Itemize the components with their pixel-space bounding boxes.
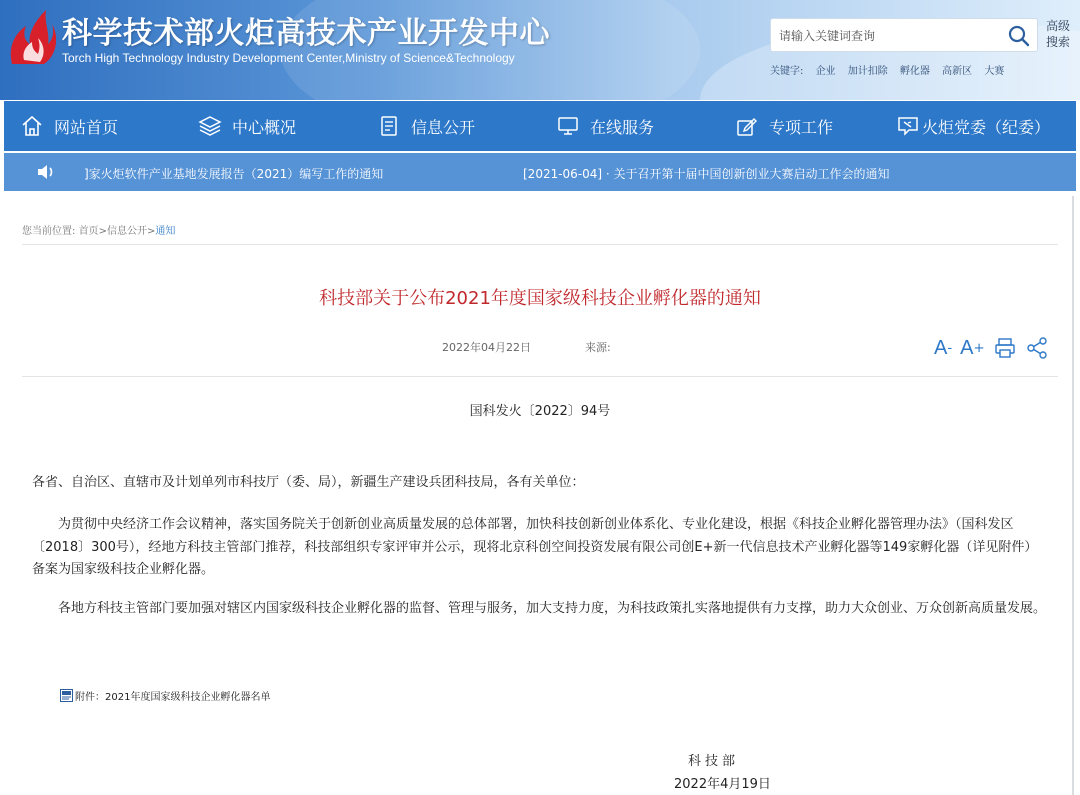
divider bbox=[22, 376, 1058, 377]
breadcrumb-info-disclosure[interactable]: 信息公开 bbox=[106, 226, 147, 237]
body-paragraph: 为贯彻中央经济工作会议精神，落实国务院关于创新创业高质量发展的总体部署，加快科技创新创业体系化、专业化建设，根据《科技企业孵化器管理办法》（国科发区〔2018〕300号），经地方科技主管部门推荐，科技部组织专家评审并公示，现将北京科创空间投资发展有限公司创E+新一代信息技术产业孵化器等149家孵化器（详见附件）备案为国家级科技企业孵化器。 bbox=[32, 517, 1038, 577]
breadcrumb-home[interactable]: 首页 bbox=[78, 226, 99, 237]
search-input[interactable] bbox=[779, 25, 999, 47]
nav-item-overview[interactable] bbox=[198, 101, 296, 151]
font-larger-button[interactable]: A + bbox=[960, 336, 985, 359]
breadcrumb-current[interactable]: 通知 bbox=[155, 226, 176, 237]
article-title: 科技部关于公布2021年度国家级科技企业孵化器的通知 bbox=[319, 288, 761, 309]
divider bbox=[22, 244, 1058, 245]
site-header bbox=[0, 0, 1080, 100]
document-number: 国科发火〔2022〕94号 bbox=[469, 404, 611, 419]
search-box bbox=[770, 18, 1038, 52]
breadcrumb-separator: > bbox=[98, 226, 107, 237]
word-document-icon bbox=[60, 689, 73, 702]
salutation: 各省、自治区、直辖市及计划单列市科技厅（委、局），新疆生产建设兵团科技局，各有关单位： bbox=[32, 475, 585, 490]
party-badge-icon bbox=[896, 114, 920, 138]
nav-item-label: 中心概况 bbox=[232, 117, 297, 137]
speaker-icon bbox=[36, 163, 58, 181]
main-nav bbox=[4, 101, 1076, 151]
keyword-link[interactable]: 企业 bbox=[815, 66, 836, 77]
site-title: 科学技术部火炬高技术产业开发中心 bbox=[62, 16, 550, 51]
nav-item-info-disclosure[interactable] bbox=[377, 101, 475, 151]
source-label: 来源: bbox=[585, 341, 611, 354]
font-smaller-button[interactable]: A - bbox=[934, 336, 953, 359]
article-tools bbox=[934, 334, 1057, 362]
keyword-link[interactable]: 大赛 bbox=[984, 66, 1005, 77]
breadcrumb-separator: > bbox=[146, 226, 156, 237]
site-subtitle: Torch High Technology Industry Development Center,Ministry of Science&Technology bbox=[62, 51, 515, 65]
nav-item-label: 信息公开 bbox=[411, 117, 476, 137]
keywords-bar bbox=[770, 62, 1013, 77]
nav-item-home[interactable] bbox=[20, 101, 118, 151]
edit-icon bbox=[735, 114, 759, 138]
breadcrumb-label: 您当前位置: bbox=[22, 226, 76, 237]
body-paragraph: 各地方科技主管部门要加强对辖区内国家级科技企业孵化器的监督、管理与服务，加大支持力度，为科技政策扎实落地提供有力支撑，助力大众创业、万众创新高质量发展。 bbox=[58, 601, 1047, 616]
torch-logo-icon[interactable] bbox=[4, 4, 56, 68]
keyword-link[interactable]: 高新区 bbox=[942, 66, 973, 77]
nav-item-label: 专项工作 bbox=[769, 117, 834, 137]
nav-item-label: 火炬党委（纪委） bbox=[922, 117, 1051, 137]
breadcrumb bbox=[22, 222, 175, 237]
notice-item[interactable]: [2021-06-04] · 关于召开第十届中国创新创业大赛启动工作会的通知 bbox=[523, 167, 890, 181]
home-icon bbox=[20, 114, 44, 138]
share-icon[interactable] bbox=[1025, 336, 1049, 360]
notice-item[interactable]: ]家火炬软件产业基地发展报告（2021）编写工作的通知 bbox=[84, 167, 384, 181]
notice-bar bbox=[4, 153, 1076, 191]
document-icon bbox=[377, 114, 401, 138]
nav-item-party-committee[interactable] bbox=[896, 101, 1050, 151]
nav-item-label: 在线服务 bbox=[590, 117, 655, 137]
signature-date: 2022年4月19日 bbox=[674, 777, 771, 792]
print-icon[interactable] bbox=[993, 336, 1017, 360]
advanced-search-link[interactable]: 高级搜索 bbox=[1046, 19, 1071, 49]
attachment-link[interactable] bbox=[60, 688, 270, 703]
layers-icon bbox=[198, 114, 222, 138]
nav-item-online-service[interactable] bbox=[556, 101, 654, 151]
keyword-link[interactable]: 加计扣除 bbox=[847, 66, 888, 77]
attachment-label: 附件：2021年度国家级科技企业孵化器名单 bbox=[75, 692, 271, 703]
monitor-icon bbox=[556, 114, 580, 138]
keyword-link[interactable]: 孵化器 bbox=[899, 66, 930, 77]
nav-item-label: 网站首页 bbox=[54, 117, 119, 137]
search-icon[interactable] bbox=[1007, 24, 1031, 48]
publish-date: 2022年04月22日 bbox=[442, 341, 531, 354]
keywords-label: 关键字: bbox=[770, 66, 804, 77]
signature: 科技部 bbox=[688, 754, 740, 769]
nav-item-special-work[interactable] bbox=[735, 101, 833, 151]
